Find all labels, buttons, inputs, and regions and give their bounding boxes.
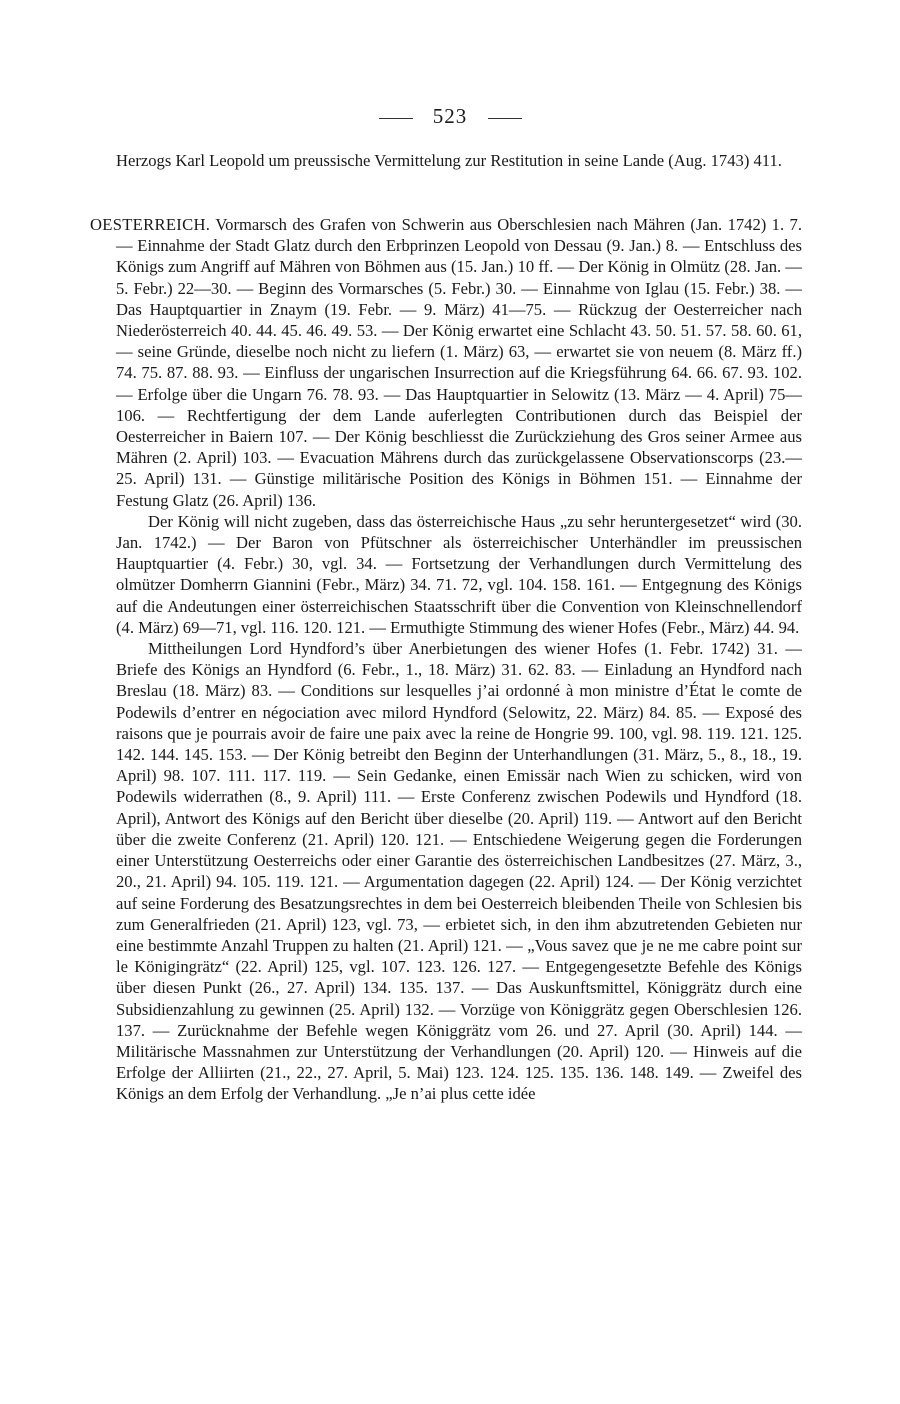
entry-second-paragraph: Der König will nicht zugeben, dass das österreichische Haus „zu sehr heruntergesetzet“ wird (30. Jan. 1742.) — Der Baron von Pfütschner als österreichischer Unterhändler im preussischen Hauptquartier (4. Febr.) 30, vgl. 34. — Fortsetzung der Verhandlungen durch Vermittelung des olmützer Domherrn Giannini (Febr., März) 34. 71. 72, vgl. 104. 158. 161. — Entgegnung des Königs auf die Andeutungen einer österreichischen Staatsschrift über die Convention von Kleinschnellendorf (4. März) 69—71, vgl. 116. 120. 121. — Ermuthigte Stimmung des wiener Hofes (Febr., März) 44. 94.	[116, 511, 802, 637]
page-header	[0, 104, 900, 129]
entry-third-paragraph: Mittheilungen Lord Hyndford’s über Anerbietungen des wiener Hofes (1. Febr. 1742) 31. — Briefe des Königs an Hyndford (6. Febr., 1., 18. März) 31. 62. 83. — Einladung an Hyndford nach Breslau (18. März) 83. — Conditions sur lesquelles j’ai ordonné à mon ministre d’État le comte de Podewils d’entrer en négociation avec milord Hyndford (Selowitz, 22. März) 84. 85. — Exposé des raisons que je pourrais avoir de faire une paix avec la reine de Hongrie 99. 100, vgl. 98. 119. 121. 125. 142. 144. 145. 153. — Der König betreibt den Beginn der Unterhandlungen (31. März, 5., 8., 18., 19. April) 98. 107. 111. 117. 119. — Sein Gedanke, einen Emissär nach Wien zu schicken, wird von Podewils widerrathen (8., 9. April) 111. — Erste Conferenz zwischen Podewils und Hyndford (18. April), Antwort des Königs auf den Bericht über dieselbe (20. April) 119. — Antwort auf den Bericht über die zweite Conferenz (21. April) 120. 121. — Entschiedene Weigerung gegen die Forderungen einer Unterstützung Oesterreichs oder einer Garantie des österreichischen Landbesitzes (27. März, 3., 20., 21. April) 94. 105. 119. 121. — Argumentation dagegen (22. April) 124. — Der König verzichtet auf seine Forderung des Besatzungsrechtes in dem bei Oesterreich bleibenden Theile von Schlesien bis zum Generalfrieden (21. April) 123, vgl. 73, — erbietet sich, in den ihm abzutretenden Gebieten nur eine bestimmte Anzahl Truppen zu halten (21. April) 121. — „Vous savez que je ne me cabre point sur le Königingrätz“ (22. April) 125, vgl. 107. 123. 126. 127. — Entgegengesetzte Befehle des Königs über diesen Punkt (26., 27. April) 134. 135. 137. — Das Auskunftsmittel, Königgrätz durch eine Subsidienzahlung zu gewinnen (25. April) 132. — Vorzüge von Königgrätz gegen Oberschlesien 126. 137. — Zurücknahme der Befehle wegen Königgrätz vom 26. und 27. April (30. April) 144. — Militärische Massnahmen zur Unterstützung der Verhandlungen (20. April) 120. — Hinweis auf die Erfolge der Alliirten (21., 22., 27. April, 5. Mai) 123. 124. 125. 135. 136. 148. 149. — Zweifel des Königs an dem Erfolg der Verhandlung. „Je n’ai plus cette idée	[116, 639, 802, 1104]
header-rule-right	[488, 118, 522, 119]
index-entry-oesterreich	[90, 214, 802, 1105]
entry-heading: OESTERREICH.	[90, 215, 211, 234]
continuation-paragraph: Herzogs Karl Leopold um preussische Vermittelung zur Restitution in seine Lande (Aug. 1743) 411.	[116, 151, 782, 170]
entry-first-paragraph	[90, 214, 802, 511]
page-number: 523	[432, 104, 468, 128]
entry-subparagraphs	[116, 511, 802, 1105]
header-rule-left	[379, 118, 413, 119]
entry-first-text: Vormarsch des Grafen von Schwerin aus Oberschlesien nach Mähren (Jan. 1742) 1. 7. — Einnahme der Stadt Glatz durch den Erbprinzen Leopold von Dessau (9. Jan.) 8. — Entschluss des Königs zum Angriff auf Mähren von Böhmen aus (15. Jan.) 10 ff. — Der König in Olmütz (28. Jan. — 5. Febr.) 22—30. — Beginn des Vormarsches (5. Febr.) 30. — Einnahme von Iglau (15. Febr.) 38. — Das Hauptquartier in Znaym (19. Febr. — 9. März) 41—75. — Rückzug der Oesterreicher nach Niederösterreich 40. 44. 45. 46. 49. 53. — Der König erwartet eine Schlacht 43. 50. 51. 57. 58. 60. 61, — seine Gründe, dieselbe noch nicht zu liefern (1. März) 63, — erwartet sie von neuem (8. März ff.) 74. 75. 87. 88. 93. — Einfluss der ungarischen Insurrection auf die Kriegsführung 64. 66. 67. 93. 102. — Erfolge über die Ungarn 76. 78. 93. — Das Hauptquartier in Selowitz (13. März — 4. April) 75—106. — Rechtfertigung der dem Lande auferlegten Contributionen durch das Beispiel der Oesterreicher in Baiern 107. — Der König beschliesst die Zurückziehung des Gros seiner Armee aus Mähren (2. April) 103. — Evacuation Mährens durch das zurückgelassene Observationscorps (23.—25. April) 131. — Günstige militärische Position des Königs in Böhmen 151. — Einnahme der Festung Glatz (26. April) 136.	[116, 215, 802, 510]
